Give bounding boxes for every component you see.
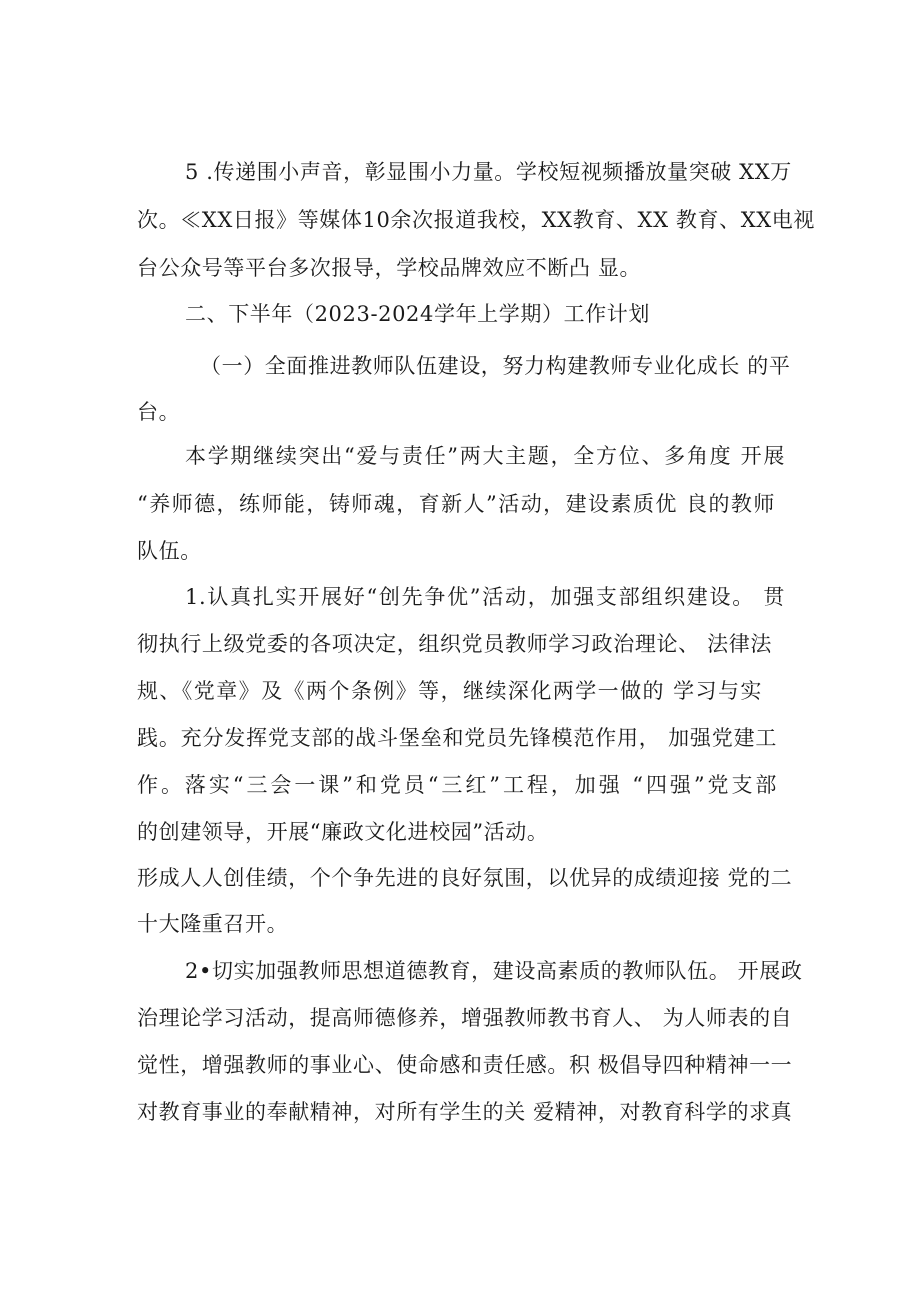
text-line: 的创建领导，开展“廉政文化进校园”活动。: [137, 820, 549, 844]
text-line: 次。≪XX日报》等媒体10余次报道我校，XX教育、XX 教育、XX电视: [137, 208, 815, 232]
text-line: 队伍。: [137, 539, 202, 563]
text-line: 1.认真扎实开展好“创先争优”活动，加强支部组织建设。 贯: [185, 585, 785, 609]
text-line: 规、《党章》及《两个条例》等，继续深化两学一做的 学习与实: [137, 679, 762, 703]
text-line: 本学期继续突出“爱与责任”两大主题，全方位、多角度 开展: [185, 444, 785, 468]
subsection-heading: （一）全面推进教师队伍建设，努力构建教师专业化成长 的平: [200, 354, 791, 378]
text-line: 5 .传递围小声音，彰显围小力量。学校短视频播放量突破 XX万: [185, 160, 792, 184]
text-line: 践。充分发挥党支部的战斗堡垒和党员先锋模范作用， 加强党建工: [137, 726, 777, 750]
text-line: 对教育事业的奉献精神，对所有学生的关 爱精神，对教育科学的求真: [137, 1100, 793, 1124]
text-line: 台公众号等平台多次报导，学校品牌效应不断凸 显。: [137, 256, 642, 280]
text-line: 作。落实“三会一课”和党员“三红”工程，加强 “四强”党支部: [137, 773, 777, 797]
section-heading: 二、下半年（2023-2024学年上学期）工作计划: [185, 302, 650, 326]
text-line: “养师德，练师能，铸师魂，育新人”活动，建设素质优 良的教师: [137, 492, 775, 516]
text-line: 觉性，增强教师的事业心、使命感和责任感。积 极倡导四种精神一一: [137, 1053, 793, 1077]
text-line: 十大隆重召开。: [137, 912, 289, 936]
text-line: 2•切实加强教师思想道德教育，建设高素质的教师队伍。 开展政: [185, 959, 803, 983]
text-line: 治理论学习活动，提高师德修养，增强教师教书育人、 为人师表的自: [137, 1006, 793, 1030]
subsection-heading: 台。: [137, 400, 181, 424]
text-line: 彻执行上级党委的各项决定，组织党员教师学习政治理论、 法律法: [137, 632, 772, 656]
text-line: 形成人人创佳绩，个个争先进的良好氛围，以优异的成绩迎接 党的二: [137, 866, 793, 890]
